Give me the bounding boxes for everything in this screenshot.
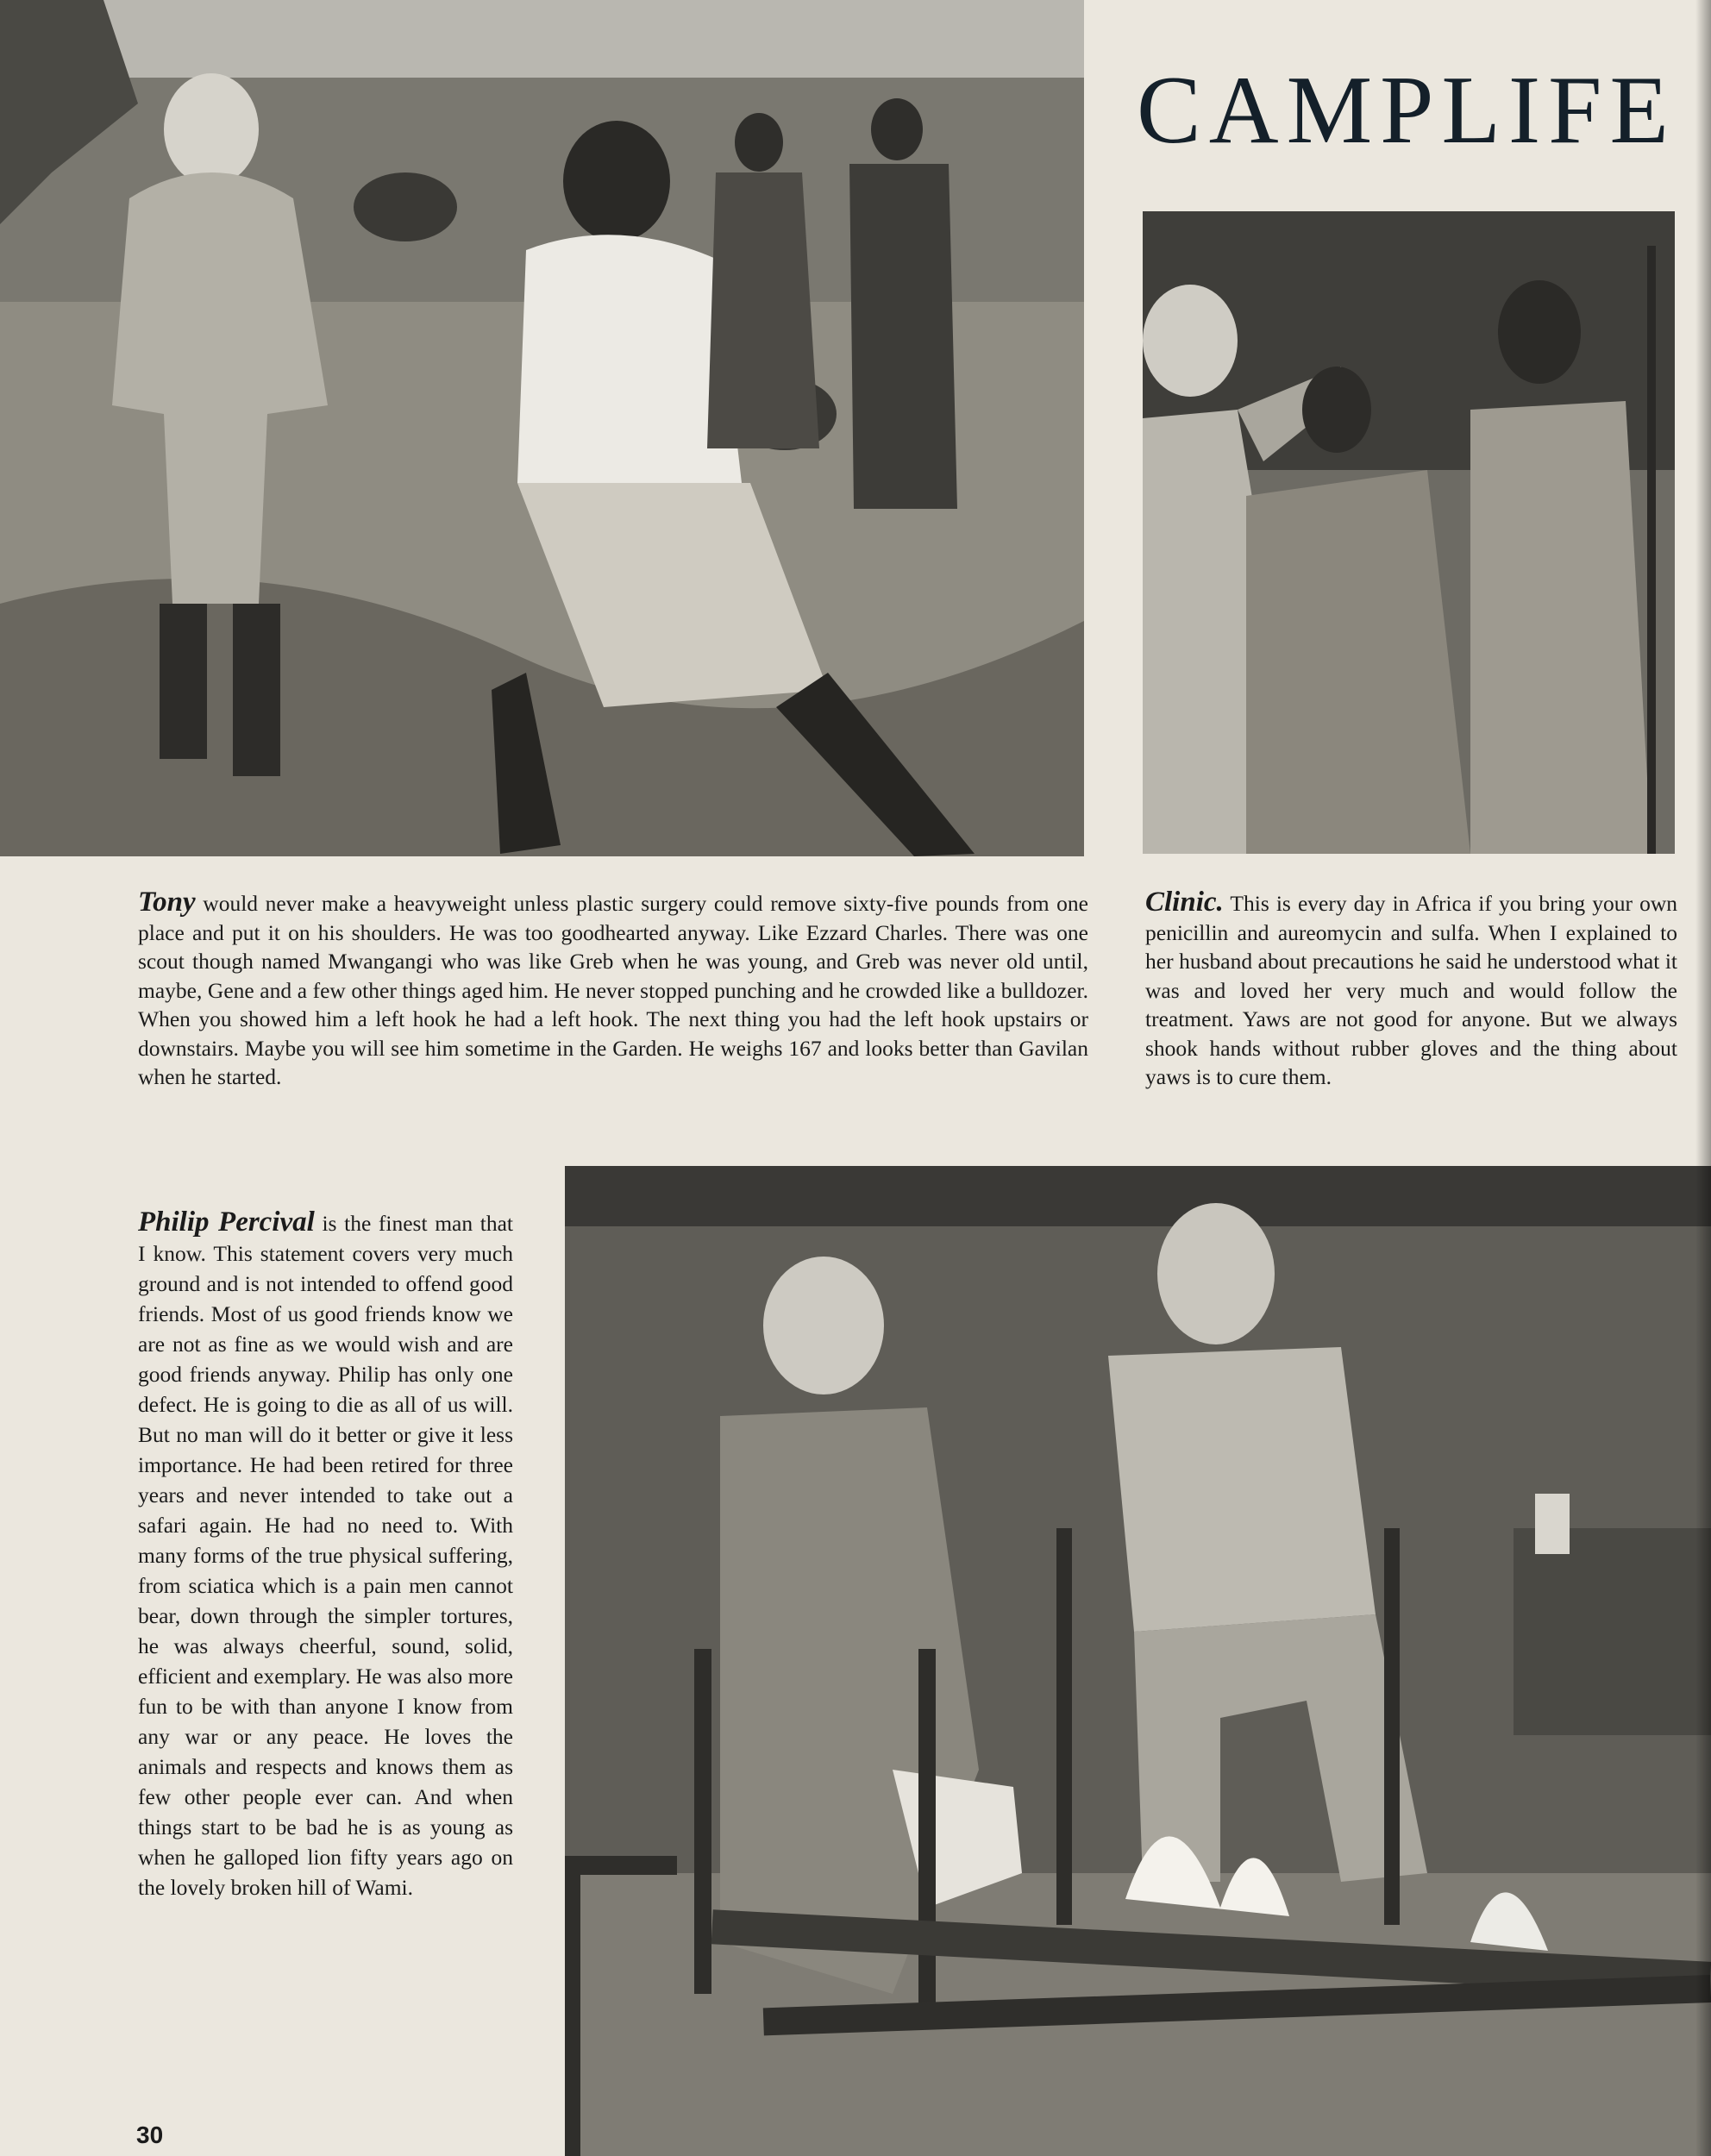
campfire-photo-art <box>565 1166 1711 2156</box>
caption-philip-lead: Philip Percival <box>138 1206 315 1238</box>
caption-clinic-body: This is every day in Africa if you bring your own penicillin and aureomycin and sulfa. When I explained to her husband about precautions he said he understood what it was and loved her very much and would follow the treatment. Yaws are not good for anyone. But we always shook hands without rubber gloves and the thing about yaws is to cure them. <box>1145 891 1677 1089</box>
page-number: 30 <box>136 2122 164 2148</box>
caption-tony-body: would never make a heavyweight unless plastic surgery could remove sixty-five pounds from one place and put it on his shoulders. He was too goodhearted anyway. Like Ezzard Charles. There was one scout though named Mwangangi who was like Greb when he was young, and Greb was never old until, maybe, Gene and a few other things aged him. He never stopped punching and he crowded like a bulldozer. When you showed him a left hook he had a left hook. The next thing you had the left hook upstairs or downstairs. Maybe you will see him sometime in the Garden. He weighs 167 and looks better than Gavilan when he started. <box>138 891 1088 1089</box>
page-title: CAMPLIFE <box>1137 57 1677 164</box>
page-gutter-shadow <box>1695 0 1711 2156</box>
caption-philip <box>138 1207 513 1902</box>
photo-boxing-match <box>0 0 1084 856</box>
caption-tony-lead: Tony <box>138 887 196 918</box>
photo-clinic-treatment <box>1143 211 1675 854</box>
caption-philip-body: is the finest man that I know. This statement covers very much ground and is not intended to offend good friends. Most of us good friends know we are not as fine as we would wish and are good friends anyway. Philip has only one defect. He is going to die as all of us will. But no man will do it better or give it less importance. He had been retired for three years and never intended to take out a safari again. He had no need to. With many forms of the true physical suffering, from sciatica which is a pain men cannot bear, down through the simpler tortures, he was always cheerful, sound, solid, efficient and exemplary. He was also more fun to be with than anyone I know from any war or any peace. He loves the animals and respects and knows them as few other people ever can. And when things start to be bad he is as young as when he galloped lion fifty years ago on the lovely broken hill of Wami. <box>138 1211 513 1900</box>
caption-tony <box>138 888 1088 1092</box>
boxing-photo-art <box>0 0 1084 856</box>
clinic-photo-art <box>1143 211 1675 854</box>
caption-clinic-lead: Clinic. <box>1145 887 1224 918</box>
photo-campfire-conversation <box>565 1166 1711 2156</box>
caption-clinic <box>1145 888 1677 1092</box>
